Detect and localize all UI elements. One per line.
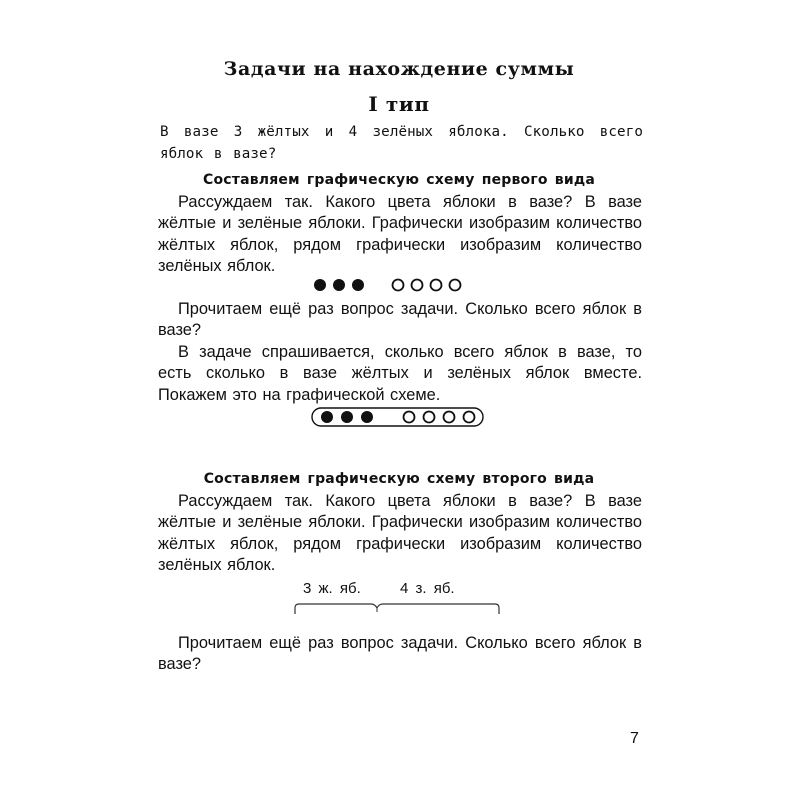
empty-circle-icon	[404, 412, 415, 423]
scheme-circles-enclosed	[310, 405, 490, 429]
page-title: Задачи на нахождение суммы	[223, 58, 575, 80]
filled-circle-icon	[341, 411, 353, 423]
section1-paragraph-2-text: Прочитаем ещё раз вопрос задачи. Сколько всего яблок в вазе?	[158, 300, 642, 340]
section1-paragraph-3	[158, 342, 642, 406]
empty-circle-icon	[450, 280, 461, 291]
enclosing-oval	[312, 408, 483, 426]
segment-label-green: 4 з. яб.	[400, 580, 455, 597]
segment-label-yellow: 3 ж. яб.	[303, 580, 361, 597]
empty-circle-icon	[393, 280, 404, 291]
section1-paragraph-3-text: В задаче спрашивается, сколько всего яблок в вазе, то есть сколько в вазе жёлтых и зелёных яблок вместе. Покажем это на графической схеме.	[158, 343, 642, 404]
filled-circle-icon	[314, 279, 326, 291]
section2-paragraph-1-text: Рассуждаем так. Какого цвета яблоки в вазе? В вазе жёлтые и зелёные яблоки. Графически изобразим количество жёлтых яблок, рядом графически изобразим количество зелёных яблок.	[158, 492, 642, 574]
section1-paragraph-1	[158, 192, 642, 277]
section1-title: Составляем графическую схему первого вида	[202, 172, 596, 188]
section2-paragraph-1	[158, 491, 642, 576]
section2-title: Составляем графическую схему второго вида	[203, 471, 595, 487]
section1-paragraph-1-text: Рассуждаем так. Какого цвета яблоки в вазе? В вазе жёлтые и зелёные яблоки. Графически изобразим количество жёлтых яблок, рядом графически изобразим количество зелёных яблок.	[158, 193, 642, 275]
filled-circle-icon	[352, 279, 364, 291]
filled-circle-icon	[321, 411, 333, 423]
filled-circle-icon	[361, 411, 373, 423]
filled-circle-icon	[333, 279, 345, 291]
segment-brace	[295, 604, 499, 614]
scheme-circles	[310, 275, 490, 295]
empty-circle-icon	[464, 412, 475, 423]
page-number: 7	[630, 730, 639, 747]
section1-paragraph-2	[158, 299, 642, 342]
empty-circle-icon	[424, 412, 435, 423]
problem-statement: В вазе 3 жёлтых и 4 зелёных яблока. Сколько всего яблок в вазе?	[160, 124, 643, 162]
segment-scheme	[293, 600, 505, 616]
empty-circle-icon	[412, 280, 423, 291]
section2-paragraph-2-text: Прочитаем ещё раз вопрос задачи. Сколько всего яблок в вазе?	[158, 634, 642, 674]
page-subtitle: I тип	[368, 92, 430, 116]
book-page	[155, 0, 643, 800]
empty-circle-icon	[431, 280, 442, 291]
empty-circle-icon	[444, 412, 455, 423]
section2-paragraph-2	[158, 633, 642, 676]
